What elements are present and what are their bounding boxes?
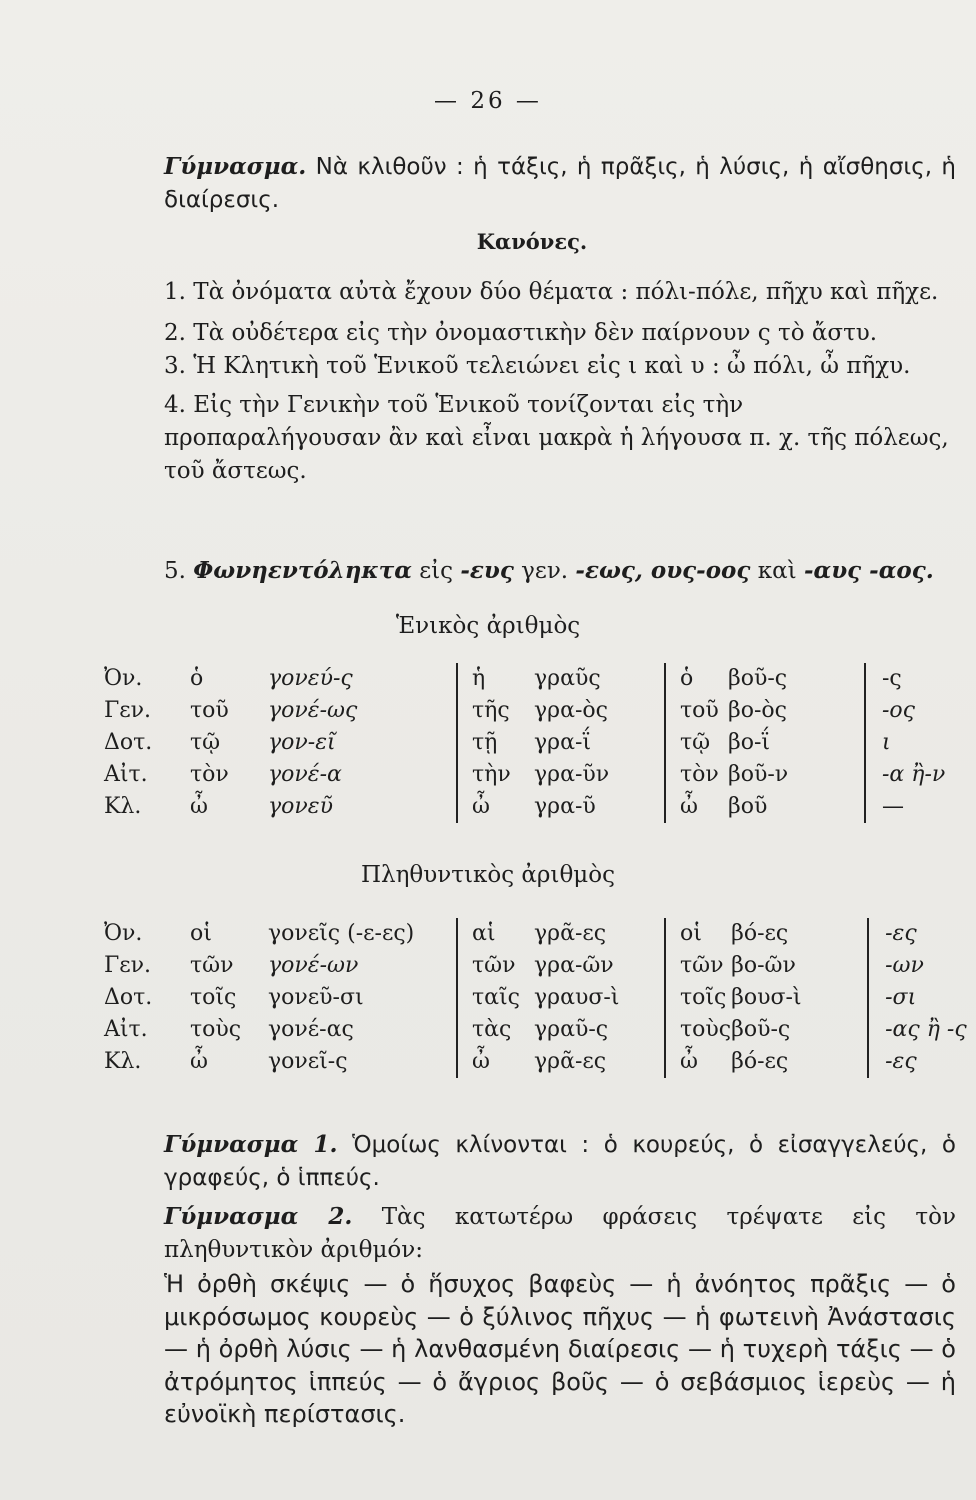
- declined-word: βο-ὸς: [728, 698, 787, 723]
- declined-word: γονέ-ως: [268, 698, 358, 723]
- singular-title: Ἑνικὸς ἀριθμὸς: [395, 613, 581, 639]
- table-row: [104, 759, 972, 791]
- case-label: Κλ.: [104, 1049, 142, 1074]
- case-label: Δοτ.: [104, 730, 153, 755]
- declined-word: γρα-ῦν: [534, 762, 610, 787]
- ending: -ς: [865, 663, 972, 695]
- declined-word: γρα-ΐ: [534, 730, 591, 755]
- article: τοὺς: [665, 1014, 731, 1046]
- declined-word: γρᾶ-ες: [534, 921, 607, 946]
- declined-word: γρᾶ-ες: [534, 1049, 607, 1074]
- article: τὴν: [457, 759, 534, 791]
- declined-word: βοῦ-ν: [728, 762, 789, 787]
- declined-word: βοῦ-ς: [731, 1017, 791, 1042]
- article: ὁ: [190, 666, 204, 691]
- exercise-0-label: Γύμνασμα.: [164, 153, 307, 180]
- phrases-text: Ἡ ὀρθὴ σκέψις — ὁ ἥσυχος βαφεὺς — ἡ ἀνόητος πρᾶξις — ὁ μικρόσωμος κουρεὺς — ὁ ξύλινος πῆχυς — ἡ φωτεινὴ Ἀνάστασις — ἡ ὀρθὴ λύσις — ἡ λανθασμένη διαίρεσις — ἡ τυχερὴ τάξις — ὁ ἀτρόμητος ἱππεύς — ὁ ἄγριος βοῦς — ὁ σεβάσμιος ἱερεὺς — ἡ εὐνοϊκὴ περίστασις.: [164, 1270, 956, 1428]
- declined-word: γονέ-α: [268, 762, 342, 787]
- article: οἱ: [665, 918, 731, 950]
- table-row: [104, 695, 972, 727]
- table-row: [104, 1046, 975, 1078]
- plural-title: Πληθυντικὸς ἀριθμὸς: [361, 862, 615, 888]
- rule-1: 1. Τὰ ὀνόματα αὐτὰ ἔχουν δύο θέματα : πόλι-πόλε, πῆχυ καὶ πῆχε.: [164, 279, 939, 305]
- exercise-2-label: Γύμνασμα 2.: [164, 1203, 353, 1230]
- rule-4: 4. Εἰς τὴν Γενικὴν τοῦ Ἑνικοῦ τονίζονται εἰς τὴν προπαραλήγουσαν ἂν καὶ εἶναι μακρὰ ἡ λήγουσα π. χ. τῆς πόλεως, τοῦ ἄστεως.: [164, 392, 949, 484]
- table-row: [104, 663, 972, 695]
- article: τοῦ: [190, 698, 229, 723]
- declined-word: γονεῦ: [268, 794, 333, 819]
- declined-word: γρα-ὸς: [534, 698, 608, 723]
- declined-word: βοῦ: [728, 794, 768, 819]
- article: ἡ: [457, 663, 534, 695]
- declined-word: γονέ-ας: [268, 1017, 354, 1042]
- article: τοὺς: [190, 1017, 242, 1042]
- article: τῶν: [665, 950, 731, 982]
- exercise-0: [108, 150, 956, 217]
- exercise-2-text: Τὰς κατωτέρω φράσεις τρέψατε εἰς τὸν πληθυντικὸν ἀριθμόν:: [164, 1204, 956, 1263]
- case-label: Κλ.: [104, 794, 142, 819]
- section-5-mid2: γεν.: [513, 558, 576, 584]
- case-label: Γεν.: [104, 953, 152, 978]
- article: τοῖς: [190, 985, 237, 1010]
- ending: -σι: [868, 982, 975, 1014]
- declined-word: βουσ-ὶ: [731, 985, 802, 1010]
- article: ὦ: [665, 1046, 731, 1078]
- rules-title: Κανόνες.: [476, 229, 588, 254]
- case-label: Γεν.: [104, 698, 152, 723]
- article: αἱ: [457, 918, 534, 950]
- case-label: Ὀν.: [104, 921, 143, 946]
- declined-word: γονεύ-ς: [268, 666, 353, 691]
- article: οἱ: [190, 921, 212, 946]
- article: τῶν: [190, 953, 234, 978]
- exercise-0-text: Νὰ κλιθοῦν : ἡ τάξις, ἡ πρᾶξις, ἡ λύσις, ἡ αἴσθησις, ἡ διαίρεσις.: [164, 154, 956, 213]
- section-5-mid1: εἰς: [411, 558, 461, 584]
- declined-word: γραῦς: [534, 666, 601, 691]
- article: ὦ: [190, 1049, 208, 1074]
- table-row: [104, 791, 972, 823]
- article: τὸν: [190, 762, 229, 787]
- declined-word: γονεῦ-σι: [268, 985, 364, 1010]
- article: ὦ: [457, 1046, 534, 1078]
- section-5-number: 5.: [164, 558, 186, 584]
- ending: —: [865, 791, 972, 823]
- article: τὰς: [457, 1014, 534, 1046]
- article: τοῖς: [665, 982, 731, 1014]
- section-5-heading: [108, 554, 956, 588]
- table-row: [104, 727, 972, 759]
- article: τῷ: [190, 730, 221, 755]
- declined-word: γον-εῖ: [268, 730, 336, 755]
- ending: ι: [865, 727, 972, 759]
- ending: -ες: [868, 1046, 975, 1078]
- exercise-1-label: Γύμνασμα 1.: [164, 1131, 338, 1158]
- declined-word: βο-ΐ: [728, 730, 771, 755]
- rules-block: [108, 225, 956, 488]
- article: ὁ: [665, 663, 728, 695]
- table-row: [104, 1014, 975, 1046]
- section-5-ending-1: -ευς: [460, 557, 514, 584]
- exercise-2: [108, 1200, 956, 1267]
- declined-word: γονεῖς (-ε-ες): [268, 921, 415, 946]
- declined-word: γρα-ῦ: [534, 794, 596, 819]
- case-label: Αἰτ.: [104, 762, 148, 787]
- page-number: — 26 —: [434, 88, 542, 114]
- plural-table: [104, 918, 975, 1078]
- article: τῆς: [457, 695, 534, 727]
- table-row: [104, 982, 975, 1014]
- singular-table: [104, 663, 972, 823]
- exercise-1: [108, 1128, 956, 1195]
- declined-word: γονεῖ-ς: [268, 1049, 348, 1074]
- rule-2: 2. Τὰ οὐδέτερα εἰς τὴν ὀνομαστικὴν δὲν παίρνουν ς τὸ ἄστυ.: [164, 320, 878, 346]
- declined-word: γονέ-ων: [268, 953, 359, 978]
- table-row: [104, 918, 975, 950]
- declined-word: βο-ῶν: [731, 953, 796, 978]
- article: τὸν: [665, 759, 728, 791]
- case-label: Αἰτ.: [104, 1017, 148, 1042]
- declined-word: γραῦ-ς: [534, 1017, 609, 1042]
- case-label: Δοτ.: [104, 985, 153, 1010]
- article: ὦ: [665, 791, 728, 823]
- ending: -ος: [865, 695, 972, 727]
- table-row: [104, 950, 975, 982]
- rule-3: 3. Ἡ Κλητικὴ τοῦ Ἑνικοῦ τελειώνει εἰς ι καὶ υ : ὦ πόλι, ὦ πῆχυ.: [164, 353, 911, 379]
- ending: -α ἢ-ν: [865, 759, 972, 791]
- case-label: Ὀν.: [104, 666, 143, 691]
- section-5-ending-3: -αυς -αος.: [803, 557, 934, 584]
- article: ὦ: [457, 791, 534, 823]
- section-5-ending-2: -εως, ους-οος: [575, 557, 751, 584]
- declined-word: βό-ες: [731, 1049, 789, 1074]
- exercise-2-phrases: [108, 1268, 956, 1431]
- ending: -ας ἢ -ς: [868, 1014, 975, 1046]
- declined-word: βοῦ-ς: [728, 666, 788, 691]
- article: τῷ: [665, 727, 728, 759]
- ending: -ες: [868, 918, 975, 950]
- declined-word: γρα-ῶν: [534, 953, 614, 978]
- exercise-1-text: Ὁμοίως κλίνονται : ὁ κουρεύς, ὁ εἰσαγγελεύς, ὁ γραφεύς, ὁ ἱππεύς.: [164, 1132, 956, 1191]
- section-5-mid3: καὶ: [750, 558, 804, 584]
- article: ταῖς: [457, 982, 534, 1014]
- article: τῇ: [457, 727, 534, 759]
- article: τῶν: [457, 950, 534, 982]
- article: ὦ: [190, 794, 208, 819]
- ending: -ων: [868, 950, 975, 982]
- article: τοῦ: [665, 695, 728, 727]
- declined-word: γραυσ-ὶ: [534, 985, 620, 1010]
- declined-word: βό-ες: [731, 921, 789, 946]
- section-5-label: Φωνηεντόληκτα: [193, 557, 412, 584]
